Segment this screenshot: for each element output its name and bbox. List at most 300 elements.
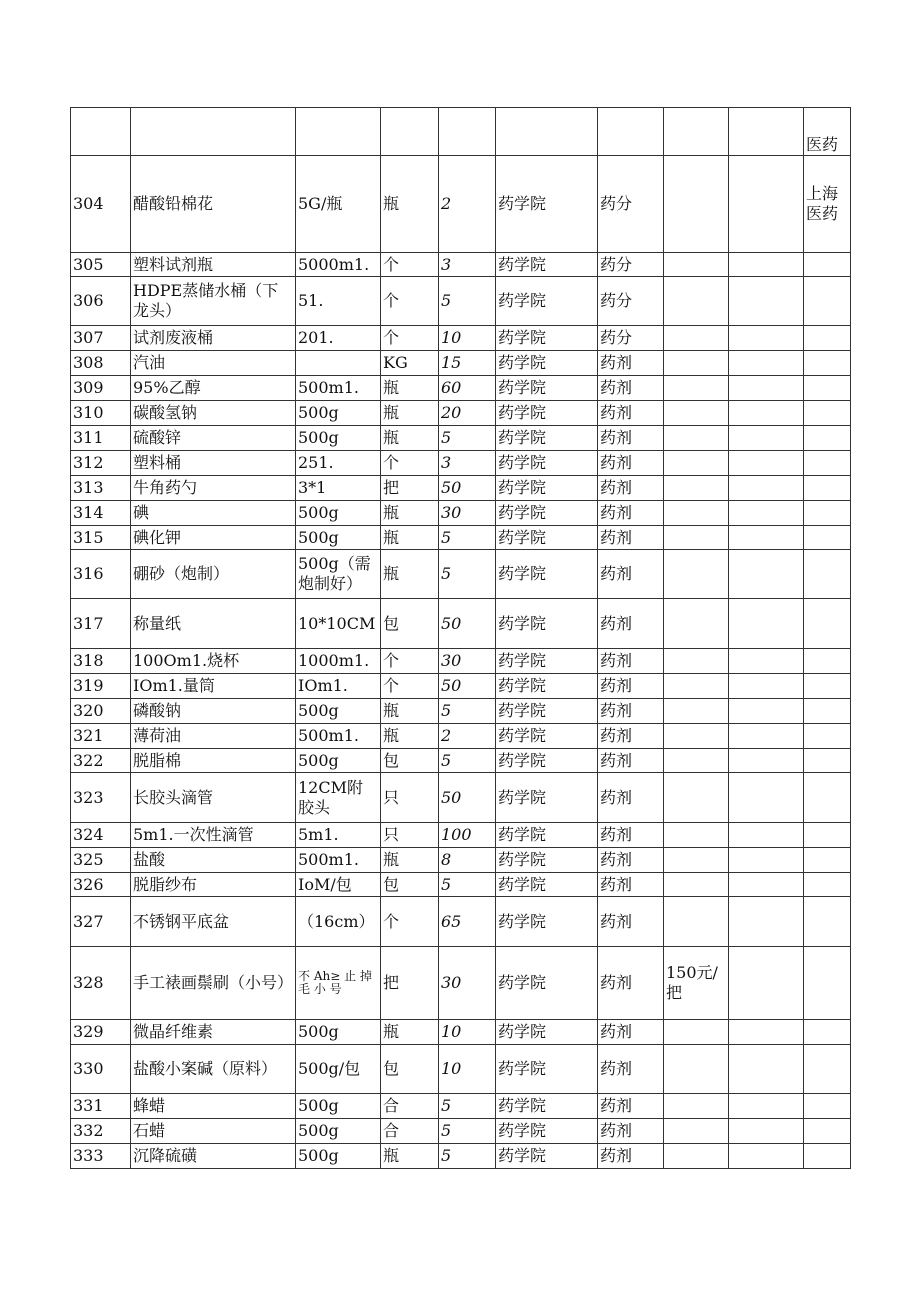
item-price bbox=[664, 1045, 729, 1094]
item-number: 325 bbox=[71, 848, 131, 873]
item-price bbox=[664, 674, 729, 699]
item-unit: 只 bbox=[381, 823, 439, 848]
item-unit: 只 bbox=[381, 773, 439, 823]
item-quantity: 60 bbox=[439, 376, 496, 401]
item-quantity: 15 bbox=[439, 351, 496, 376]
item-college: 药学院 bbox=[496, 897, 598, 947]
table-row bbox=[71, 699, 851, 724]
item-spec: 500g bbox=[296, 699, 381, 724]
item-name: 磷酸钠 bbox=[131, 699, 296, 724]
item-department: 药剂 bbox=[598, 426, 664, 451]
item-extra bbox=[729, 1144, 804, 1169]
item-spec: 500g bbox=[296, 401, 381, 426]
item-number: 317 bbox=[71, 599, 131, 649]
table-row bbox=[71, 550, 851, 599]
item-department: 药剂 bbox=[598, 848, 664, 873]
item-number: 305 bbox=[71, 253, 131, 277]
item-unit: 个 bbox=[381, 649, 439, 674]
item-extra bbox=[729, 1119, 804, 1144]
item-name bbox=[131, 108, 296, 156]
item-name: 蜂蜡 bbox=[131, 1094, 296, 1119]
item-college: 药学院 bbox=[496, 401, 598, 426]
item-extra bbox=[729, 649, 804, 674]
item-name: 脱脂棉 bbox=[131, 749, 296, 773]
item-price bbox=[664, 253, 729, 277]
item-price bbox=[664, 897, 729, 947]
item-spec: 不 Ah≥ 止 掉 毛 小 号 bbox=[296, 947, 381, 1020]
item-name: 100Om1.烧杯 bbox=[131, 649, 296, 674]
table-row bbox=[71, 376, 851, 401]
item-college: 药学院 bbox=[496, 1020, 598, 1045]
item-quantity: 5 bbox=[439, 873, 496, 897]
item-supplier bbox=[804, 599, 851, 649]
item-name: 长胶头滴管 bbox=[131, 773, 296, 823]
item-price bbox=[664, 1144, 729, 1169]
table-row bbox=[71, 599, 851, 649]
item-supplier bbox=[804, 1144, 851, 1169]
item-college: 药学院 bbox=[496, 947, 598, 1020]
item-price bbox=[664, 526, 729, 550]
item-spec: 500g bbox=[296, 1020, 381, 1045]
item-name: 5m1.一次性滴管 bbox=[131, 823, 296, 848]
item-unit: 瓶 bbox=[381, 699, 439, 724]
item-name: 盐酸 bbox=[131, 848, 296, 873]
item-college: 药学院 bbox=[496, 451, 598, 476]
table-row bbox=[71, 724, 851, 749]
item-name: 牛角药勺 bbox=[131, 476, 296, 501]
item-spec: 51. bbox=[296, 277, 381, 326]
item-spec: 5m1. bbox=[296, 823, 381, 848]
item-extra bbox=[729, 376, 804, 401]
item-quantity: 5 bbox=[439, 277, 496, 326]
item-extra bbox=[729, 699, 804, 724]
item-quantity: 50 bbox=[439, 773, 496, 823]
item-unit: 把 bbox=[381, 476, 439, 501]
item-number: 316 bbox=[71, 550, 131, 599]
item-spec: IoM/包 bbox=[296, 873, 381, 897]
item-number: 313 bbox=[71, 476, 131, 501]
item-number: 326 bbox=[71, 873, 131, 897]
item-number: 331 bbox=[71, 1094, 131, 1119]
item-quantity: 5 bbox=[439, 426, 496, 451]
item-quantity: 10 bbox=[439, 326, 496, 351]
table-row bbox=[71, 1045, 851, 1094]
item-number bbox=[71, 108, 131, 156]
item-unit: KG bbox=[381, 351, 439, 376]
item-department: 药剂 bbox=[598, 773, 664, 823]
item-name: 脱脂纱布 bbox=[131, 873, 296, 897]
item-unit: 包 bbox=[381, 599, 439, 649]
item-name: 碘 bbox=[131, 501, 296, 526]
item-college: 药学院 bbox=[496, 699, 598, 724]
item-spec: 5G/瓶 bbox=[296, 156, 381, 253]
item-price bbox=[664, 156, 729, 253]
table-row bbox=[71, 897, 851, 947]
item-department: 药剂 bbox=[598, 947, 664, 1020]
item-extra bbox=[729, 749, 804, 773]
item-name: 称量纸 bbox=[131, 599, 296, 649]
item-price bbox=[664, 108, 729, 156]
item-spec: 251. bbox=[296, 451, 381, 476]
item-extra bbox=[729, 848, 804, 873]
item-department: 药剂 bbox=[598, 897, 664, 947]
item-quantity: 30 bbox=[439, 947, 496, 1020]
item-college: 药学院 bbox=[496, 724, 598, 749]
item-price bbox=[664, 351, 729, 376]
item-department: 药剂 bbox=[598, 649, 664, 674]
item-supplier bbox=[804, 451, 851, 476]
item-spec: IOm1. bbox=[296, 674, 381, 699]
item-name: 塑料桶 bbox=[131, 451, 296, 476]
item-number: 308 bbox=[71, 351, 131, 376]
item-quantity: 50 bbox=[439, 674, 496, 699]
item-college: 药学院 bbox=[496, 1094, 598, 1119]
item-number: 319 bbox=[71, 674, 131, 699]
item-quantity: 3 bbox=[439, 451, 496, 476]
item-number: 333 bbox=[71, 1144, 131, 1169]
item-price bbox=[664, 724, 729, 749]
item-department: 药剂 bbox=[598, 1144, 664, 1169]
item-number: 312 bbox=[71, 451, 131, 476]
item-price bbox=[664, 277, 729, 326]
table-row bbox=[71, 1144, 851, 1169]
item-supplier bbox=[804, 426, 851, 451]
item-name: IOm1.量筒 bbox=[131, 674, 296, 699]
item-department: 药剂 bbox=[598, 1045, 664, 1094]
item-quantity: 30 bbox=[439, 649, 496, 674]
item-unit: 瓶 bbox=[381, 156, 439, 253]
item-department: 药剂 bbox=[598, 599, 664, 649]
item-department: 药剂 bbox=[598, 401, 664, 426]
item-department: 药剂 bbox=[598, 351, 664, 376]
item-supplier bbox=[804, 649, 851, 674]
item-name: HDPE蒸储水桶（下龙头） bbox=[131, 277, 296, 326]
item-unit: 包 bbox=[381, 1045, 439, 1094]
item-spec bbox=[296, 351, 381, 376]
item-extra bbox=[729, 550, 804, 599]
item-price bbox=[664, 1094, 729, 1119]
item-price bbox=[664, 599, 729, 649]
item-spec: 500m1. bbox=[296, 724, 381, 749]
item-price bbox=[664, 550, 729, 599]
item-price bbox=[664, 501, 729, 526]
item-spec: 500g bbox=[296, 749, 381, 773]
table-row bbox=[71, 1020, 851, 1045]
item-extra bbox=[729, 724, 804, 749]
item-college: 药学院 bbox=[496, 823, 598, 848]
item-number: 321 bbox=[71, 724, 131, 749]
item-quantity: 3 bbox=[439, 253, 496, 277]
item-extra bbox=[729, 674, 804, 699]
item-department: 药剂 bbox=[598, 501, 664, 526]
item-quantity: 10 bbox=[439, 1020, 496, 1045]
table-row bbox=[71, 1094, 851, 1119]
item-number: 329 bbox=[71, 1020, 131, 1045]
item-college: 药学院 bbox=[496, 426, 598, 451]
item-quantity: 8 bbox=[439, 848, 496, 873]
item-supplier bbox=[804, 1045, 851, 1094]
item-spec: 5000m1. bbox=[296, 253, 381, 277]
table-row bbox=[71, 426, 851, 451]
item-department: 药剂 bbox=[598, 550, 664, 599]
item-supplier bbox=[804, 699, 851, 724]
item-name: 石蜡 bbox=[131, 1119, 296, 1144]
item-supplier bbox=[804, 773, 851, 823]
item-college: 药学院 bbox=[496, 476, 598, 501]
table-row bbox=[71, 108, 851, 156]
item-spec: 500g bbox=[296, 1144, 381, 1169]
item-name: 硫酸锌 bbox=[131, 426, 296, 451]
item-supplier bbox=[804, 674, 851, 699]
item-college: 药学院 bbox=[496, 526, 598, 550]
item-name: 盐酸小案碱（原料） bbox=[131, 1045, 296, 1094]
item-extra bbox=[729, 277, 804, 326]
item-department: 药剂 bbox=[598, 873, 664, 897]
item-department: 药剂 bbox=[598, 476, 664, 501]
item-number: 332 bbox=[71, 1119, 131, 1144]
item-college: 药学院 bbox=[496, 1144, 598, 1169]
item-college: 药学院 bbox=[496, 1119, 598, 1144]
item-number: 327 bbox=[71, 897, 131, 947]
item-name: 硼砂（炮制） bbox=[131, 550, 296, 599]
item-unit: 把 bbox=[381, 947, 439, 1020]
item-unit bbox=[381, 108, 439, 156]
item-number: 318 bbox=[71, 649, 131, 674]
table-row bbox=[71, 501, 851, 526]
item-unit: 个 bbox=[381, 253, 439, 277]
item-quantity: 2 bbox=[439, 156, 496, 253]
item-extra bbox=[729, 1094, 804, 1119]
item-price bbox=[664, 326, 729, 351]
item-department: 药剂 bbox=[598, 724, 664, 749]
item-college: 药学院 bbox=[496, 351, 598, 376]
item-price bbox=[664, 649, 729, 674]
item-spec: 500m1. bbox=[296, 376, 381, 401]
item-number: 310 bbox=[71, 401, 131, 426]
item-number: 311 bbox=[71, 426, 131, 451]
item-supplier bbox=[804, 550, 851, 599]
item-college: 药学院 bbox=[496, 376, 598, 401]
item-spec: 500m1. bbox=[296, 848, 381, 873]
table-row bbox=[71, 674, 851, 699]
item-supplier bbox=[804, 873, 851, 897]
item-spec bbox=[296, 108, 381, 156]
item-extra bbox=[729, 873, 804, 897]
item-number: 323 bbox=[71, 773, 131, 823]
item-unit: 个 bbox=[381, 897, 439, 947]
item-quantity: 30 bbox=[439, 501, 496, 526]
item-price: 150元/把 bbox=[664, 947, 729, 1020]
item-spec: 201. bbox=[296, 326, 381, 351]
item-unit: 瓶 bbox=[381, 724, 439, 749]
item-unit: 包 bbox=[381, 873, 439, 897]
item-department: 药剂 bbox=[598, 674, 664, 699]
table-row bbox=[71, 351, 851, 376]
table-row bbox=[71, 401, 851, 426]
item-unit: 个 bbox=[381, 326, 439, 351]
item-number: 322 bbox=[71, 749, 131, 773]
item-unit: 瓶 bbox=[381, 376, 439, 401]
item-supplier bbox=[804, 253, 851, 277]
item-price bbox=[664, 773, 729, 823]
item-spec: 500g bbox=[296, 1094, 381, 1119]
item-number: 304 bbox=[71, 156, 131, 253]
table-row bbox=[71, 476, 851, 501]
item-department: 药剂 bbox=[598, 749, 664, 773]
item-supplier bbox=[804, 724, 851, 749]
item-extra bbox=[729, 1020, 804, 1045]
item-extra bbox=[729, 947, 804, 1020]
item-unit: 瓶 bbox=[381, 550, 439, 599]
item-spec: 12CM附胶头 bbox=[296, 773, 381, 823]
item-name: 不锈钢平底盆 bbox=[131, 897, 296, 947]
item-quantity: 5 bbox=[439, 749, 496, 773]
item-price bbox=[664, 1119, 729, 1144]
table-body bbox=[71, 108, 851, 1169]
item-quantity: 5 bbox=[439, 1094, 496, 1119]
table-row bbox=[71, 156, 851, 253]
item-supplier bbox=[804, 526, 851, 550]
table-row bbox=[71, 451, 851, 476]
item-extra bbox=[729, 526, 804, 550]
item-college: 药学院 bbox=[496, 253, 598, 277]
table-row bbox=[71, 749, 851, 773]
item-department: 药剂 bbox=[598, 1094, 664, 1119]
item-supplier bbox=[804, 897, 851, 947]
table-row bbox=[71, 947, 851, 1020]
item-unit: 个 bbox=[381, 674, 439, 699]
item-extra bbox=[729, 823, 804, 848]
item-college: 药学院 bbox=[496, 156, 598, 253]
item-supplier bbox=[804, 1119, 851, 1144]
item-unit: 瓶 bbox=[381, 426, 439, 451]
item-unit: 合 bbox=[381, 1094, 439, 1119]
table-row bbox=[71, 253, 851, 277]
item-quantity: 5 bbox=[439, 699, 496, 724]
item-department bbox=[598, 108, 664, 156]
item-college: 药学院 bbox=[496, 649, 598, 674]
item-college: 药学院 bbox=[496, 773, 598, 823]
item-spec: 10*10CM bbox=[296, 599, 381, 649]
item-department: 药分 bbox=[598, 156, 664, 253]
item-supplier bbox=[804, 401, 851, 426]
item-number: 315 bbox=[71, 526, 131, 550]
item-department: 药剂 bbox=[598, 376, 664, 401]
item-number: 320 bbox=[71, 699, 131, 724]
item-extra bbox=[729, 451, 804, 476]
item-unit: 包 bbox=[381, 749, 439, 773]
item-quantity: 2 bbox=[439, 724, 496, 749]
item-supplier bbox=[804, 823, 851, 848]
item-supplier bbox=[804, 476, 851, 501]
item-name: 碘化钾 bbox=[131, 526, 296, 550]
item-extra bbox=[729, 156, 804, 253]
table-row bbox=[71, 823, 851, 848]
item-spec: 500g（需炮制好） bbox=[296, 550, 381, 599]
item-extra bbox=[729, 253, 804, 277]
item-quantity: 20 bbox=[439, 401, 496, 426]
item-extra bbox=[729, 351, 804, 376]
item-college: 药学院 bbox=[496, 550, 598, 599]
item-name: 汽油 bbox=[131, 351, 296, 376]
item-quantity: 50 bbox=[439, 476, 496, 501]
item-supplier: 医药 bbox=[804, 108, 851, 156]
item-supplier bbox=[804, 351, 851, 376]
item-price bbox=[664, 873, 729, 897]
item-extra bbox=[729, 599, 804, 649]
item-extra bbox=[729, 773, 804, 823]
item-supplier bbox=[804, 848, 851, 873]
item-spec: 1000m1. bbox=[296, 649, 381, 674]
item-price bbox=[664, 451, 729, 476]
item-extra bbox=[729, 401, 804, 426]
item-supplier bbox=[804, 326, 851, 351]
item-name: 塑料试剂瓶 bbox=[131, 253, 296, 277]
item-supplier bbox=[804, 1094, 851, 1119]
item-price bbox=[664, 426, 729, 451]
item-extra bbox=[729, 476, 804, 501]
item-college: 药学院 bbox=[496, 277, 598, 326]
item-supplier: 上海医药 bbox=[804, 156, 851, 253]
item-extra bbox=[729, 426, 804, 451]
item-department: 药分 bbox=[598, 253, 664, 277]
item-number: 309 bbox=[71, 376, 131, 401]
item-college: 药学院 bbox=[496, 326, 598, 351]
table-row bbox=[71, 873, 851, 897]
item-name: 微晶纤维素 bbox=[131, 1020, 296, 1045]
item-quantity: 10 bbox=[439, 1045, 496, 1094]
item-college: 药学院 bbox=[496, 848, 598, 873]
item-unit: 瓶 bbox=[381, 401, 439, 426]
item-unit: 个 bbox=[381, 451, 439, 476]
table-row bbox=[71, 277, 851, 326]
item-department: 药剂 bbox=[598, 526, 664, 550]
item-price bbox=[664, 749, 729, 773]
item-quantity: 50 bbox=[439, 599, 496, 649]
item-college: 药学院 bbox=[496, 501, 598, 526]
item-number: 314 bbox=[71, 501, 131, 526]
item-unit: 合 bbox=[381, 1119, 439, 1144]
item-extra bbox=[729, 897, 804, 947]
item-supplier bbox=[804, 1020, 851, 1045]
item-college: 药学院 bbox=[496, 873, 598, 897]
item-number: 306 bbox=[71, 277, 131, 326]
item-college bbox=[496, 108, 598, 156]
item-unit: 瓶 bbox=[381, 526, 439, 550]
item-spec: 3*1 bbox=[296, 476, 381, 501]
item-price bbox=[664, 401, 729, 426]
item-number: 328 bbox=[71, 947, 131, 1020]
item-department: 药剂 bbox=[598, 1020, 664, 1045]
item-unit: 瓶 bbox=[381, 501, 439, 526]
item-quantity: 100 bbox=[439, 823, 496, 848]
item-unit: 瓶 bbox=[381, 1144, 439, 1169]
item-name: 试剂废液桶 bbox=[131, 326, 296, 351]
table-row bbox=[71, 326, 851, 351]
item-name: 沉降硫磺 bbox=[131, 1144, 296, 1169]
item-price bbox=[664, 1020, 729, 1045]
item-unit: 瓶 bbox=[381, 1020, 439, 1045]
item-department: 药剂 bbox=[598, 1119, 664, 1144]
item-college: 药学院 bbox=[496, 749, 598, 773]
item-supplier bbox=[804, 749, 851, 773]
item-extra bbox=[729, 326, 804, 351]
item-price bbox=[664, 376, 729, 401]
item-price bbox=[664, 848, 729, 873]
item-spec: 500g bbox=[296, 426, 381, 451]
item-unit: 个 bbox=[381, 277, 439, 326]
item-supplier bbox=[804, 376, 851, 401]
